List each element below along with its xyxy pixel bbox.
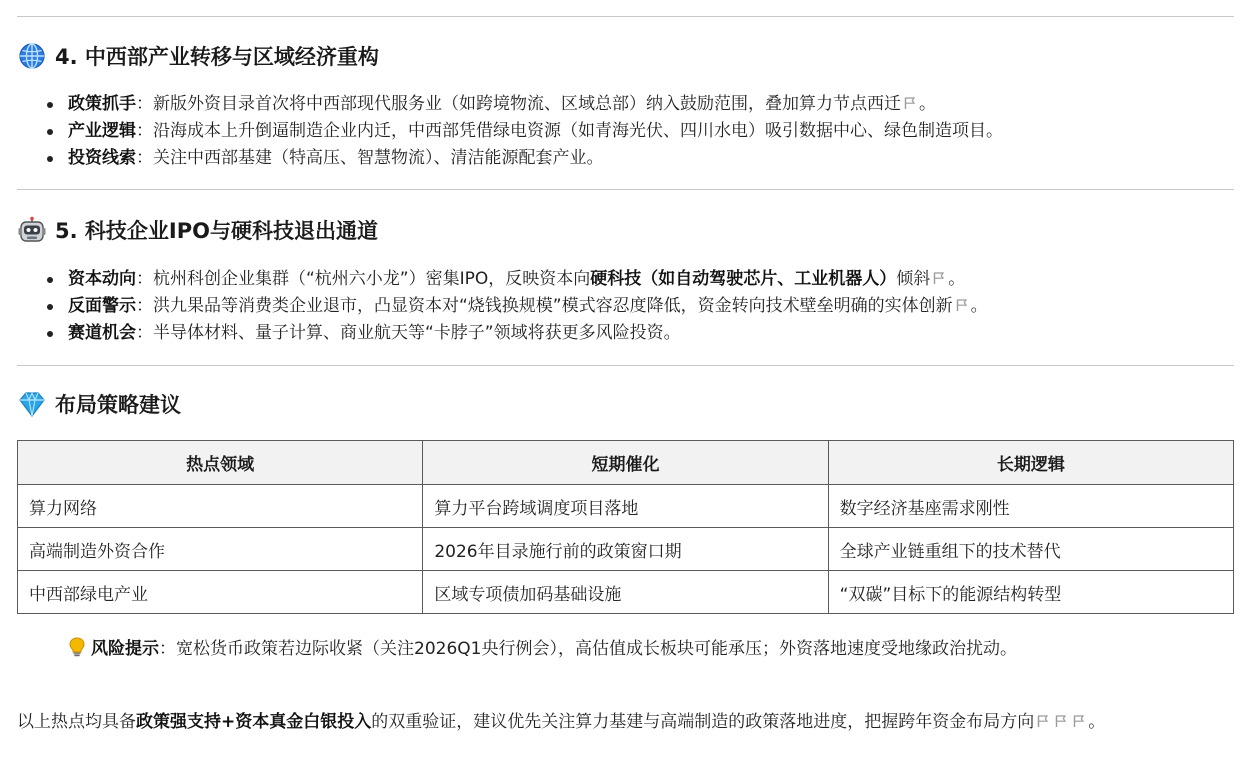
list-item [45,91,1003,118]
strategy-heading [18,389,181,419]
item-text: ：半导体材料、量子计算、商业航天等“卡脖子”领域将获更多风险投资。 [136,323,681,343]
table-row [18,485,1234,528]
item-text: ：沿海成本上升倒逼制造企业内迁，中西部凭借绿电资源（如青海光伏、四川水电）吸引数据中心、绿色制造项目。 [136,121,1003,141]
table-cell: 全球产业链重组下的技术替代 [828,528,1233,571]
strategy-title: 布局策略建议 [55,393,181,417]
item-tail: 。 [919,94,936,114]
section-5-list [45,266,988,347]
summary-paragraph [17,708,1239,737]
robot-icon [18,216,46,244]
strategy-table [17,440,1234,614]
risk-text: ：宽松货币政策若边际收紧（关注2026Q1央行例会），高估值成长板块可能承压；外资落地速度受地缘政治扰动。 [159,639,1017,659]
table-cell: 中西部绿电产业 [18,571,423,614]
table-cell: “双碳”目标下的能源结构转型 [828,571,1233,614]
section-4-title: 4. 中西部产业转移与区域经济重构 [55,45,379,69]
risk-note [68,636,1158,663]
divider [17,365,1234,366]
item-tail: 。 [948,269,966,289]
table-cell: 数字经济基座需求刚性 [828,485,1233,528]
flag-icon[interactable] [903,96,917,110]
list-item [45,320,988,347]
item-tail: 。 [970,296,988,316]
column-header: 短期催化 [423,441,828,485]
divider [17,189,1234,190]
table-cell: 高端制造外资合作 [18,528,423,571]
item-text: ：关注中西部基建（特高压、智慧物流）、清洁能源配套产业。 [136,148,604,168]
flag-icon[interactable] [1054,714,1068,728]
flag-icon[interactable] [932,271,946,285]
summary-bold: 政策强支持+资本真金白银投入 [136,712,372,732]
summary-post: 的双重验证，建议优先关注算力基建与高端制造的政策落地进度，把握跨年资金布局方向 [371,712,1035,732]
table-header-row [18,441,1234,485]
item-text: ：洪九果品等消费类企业退市，凸显资本对“烧钱换规模”模式容忍度降低，资金转向技术壁垒明确的实体创新 [136,296,953,316]
table-cell: 区域专项债加码基础设施 [423,571,828,614]
item-label: 赛道机会 [68,323,136,343]
section-5-heading [18,215,378,245]
item-label: 资本动向 [68,269,136,289]
list-item [45,293,988,320]
list-item [45,145,1003,172]
table-cell: 算力网络 [18,485,423,528]
globe-icon [18,42,46,70]
item-label: 产业逻辑 [68,121,136,141]
flag-icon[interactable] [955,298,969,312]
item-label: 反面警示 [68,296,136,316]
flag-icon[interactable] [1072,714,1086,728]
item-text: ：杭州科创企业集群（“杭州六小龙”）密集IPO，反映资本向 [136,269,591,289]
table-row [18,571,1234,614]
column-header: 长期逻辑 [828,441,1233,485]
list-item [45,266,988,293]
table-row [18,528,1234,571]
item-label: 投资线索 [68,148,136,168]
summary-pre: 以上热点均具备 [17,712,136,732]
risk-label: 风险提示 [91,639,159,659]
item-bold: 硬科技（如自动驾驶芯片、工业机器人） [590,269,897,289]
column-header: 热点领域 [18,441,423,485]
section-5-title: 5. 科技企业IPO与硬科技退出通道 [55,219,378,243]
item-label: 政策抓手 [68,94,136,114]
gem-icon [18,390,46,418]
item-text-2: 倾斜 [896,269,931,289]
list-item [45,118,1003,145]
lightbulb-icon [68,637,86,657]
table-cell: 2026年目录施行前的政策窗口期 [423,528,828,571]
table-cell: 算力平台跨域调度项目落地 [423,485,828,528]
section-4-heading [18,41,379,71]
divider-top [17,16,1234,17]
item-text: ：新版外资目录首次将中西部现代服务业（如跨境物流、区域总部）纳入鼓励范围，叠加算力节点西迁 [136,94,901,114]
flag-icon[interactable] [1036,714,1050,728]
summary-tail: 。 [1088,712,1106,732]
section-4-list [45,91,1003,172]
